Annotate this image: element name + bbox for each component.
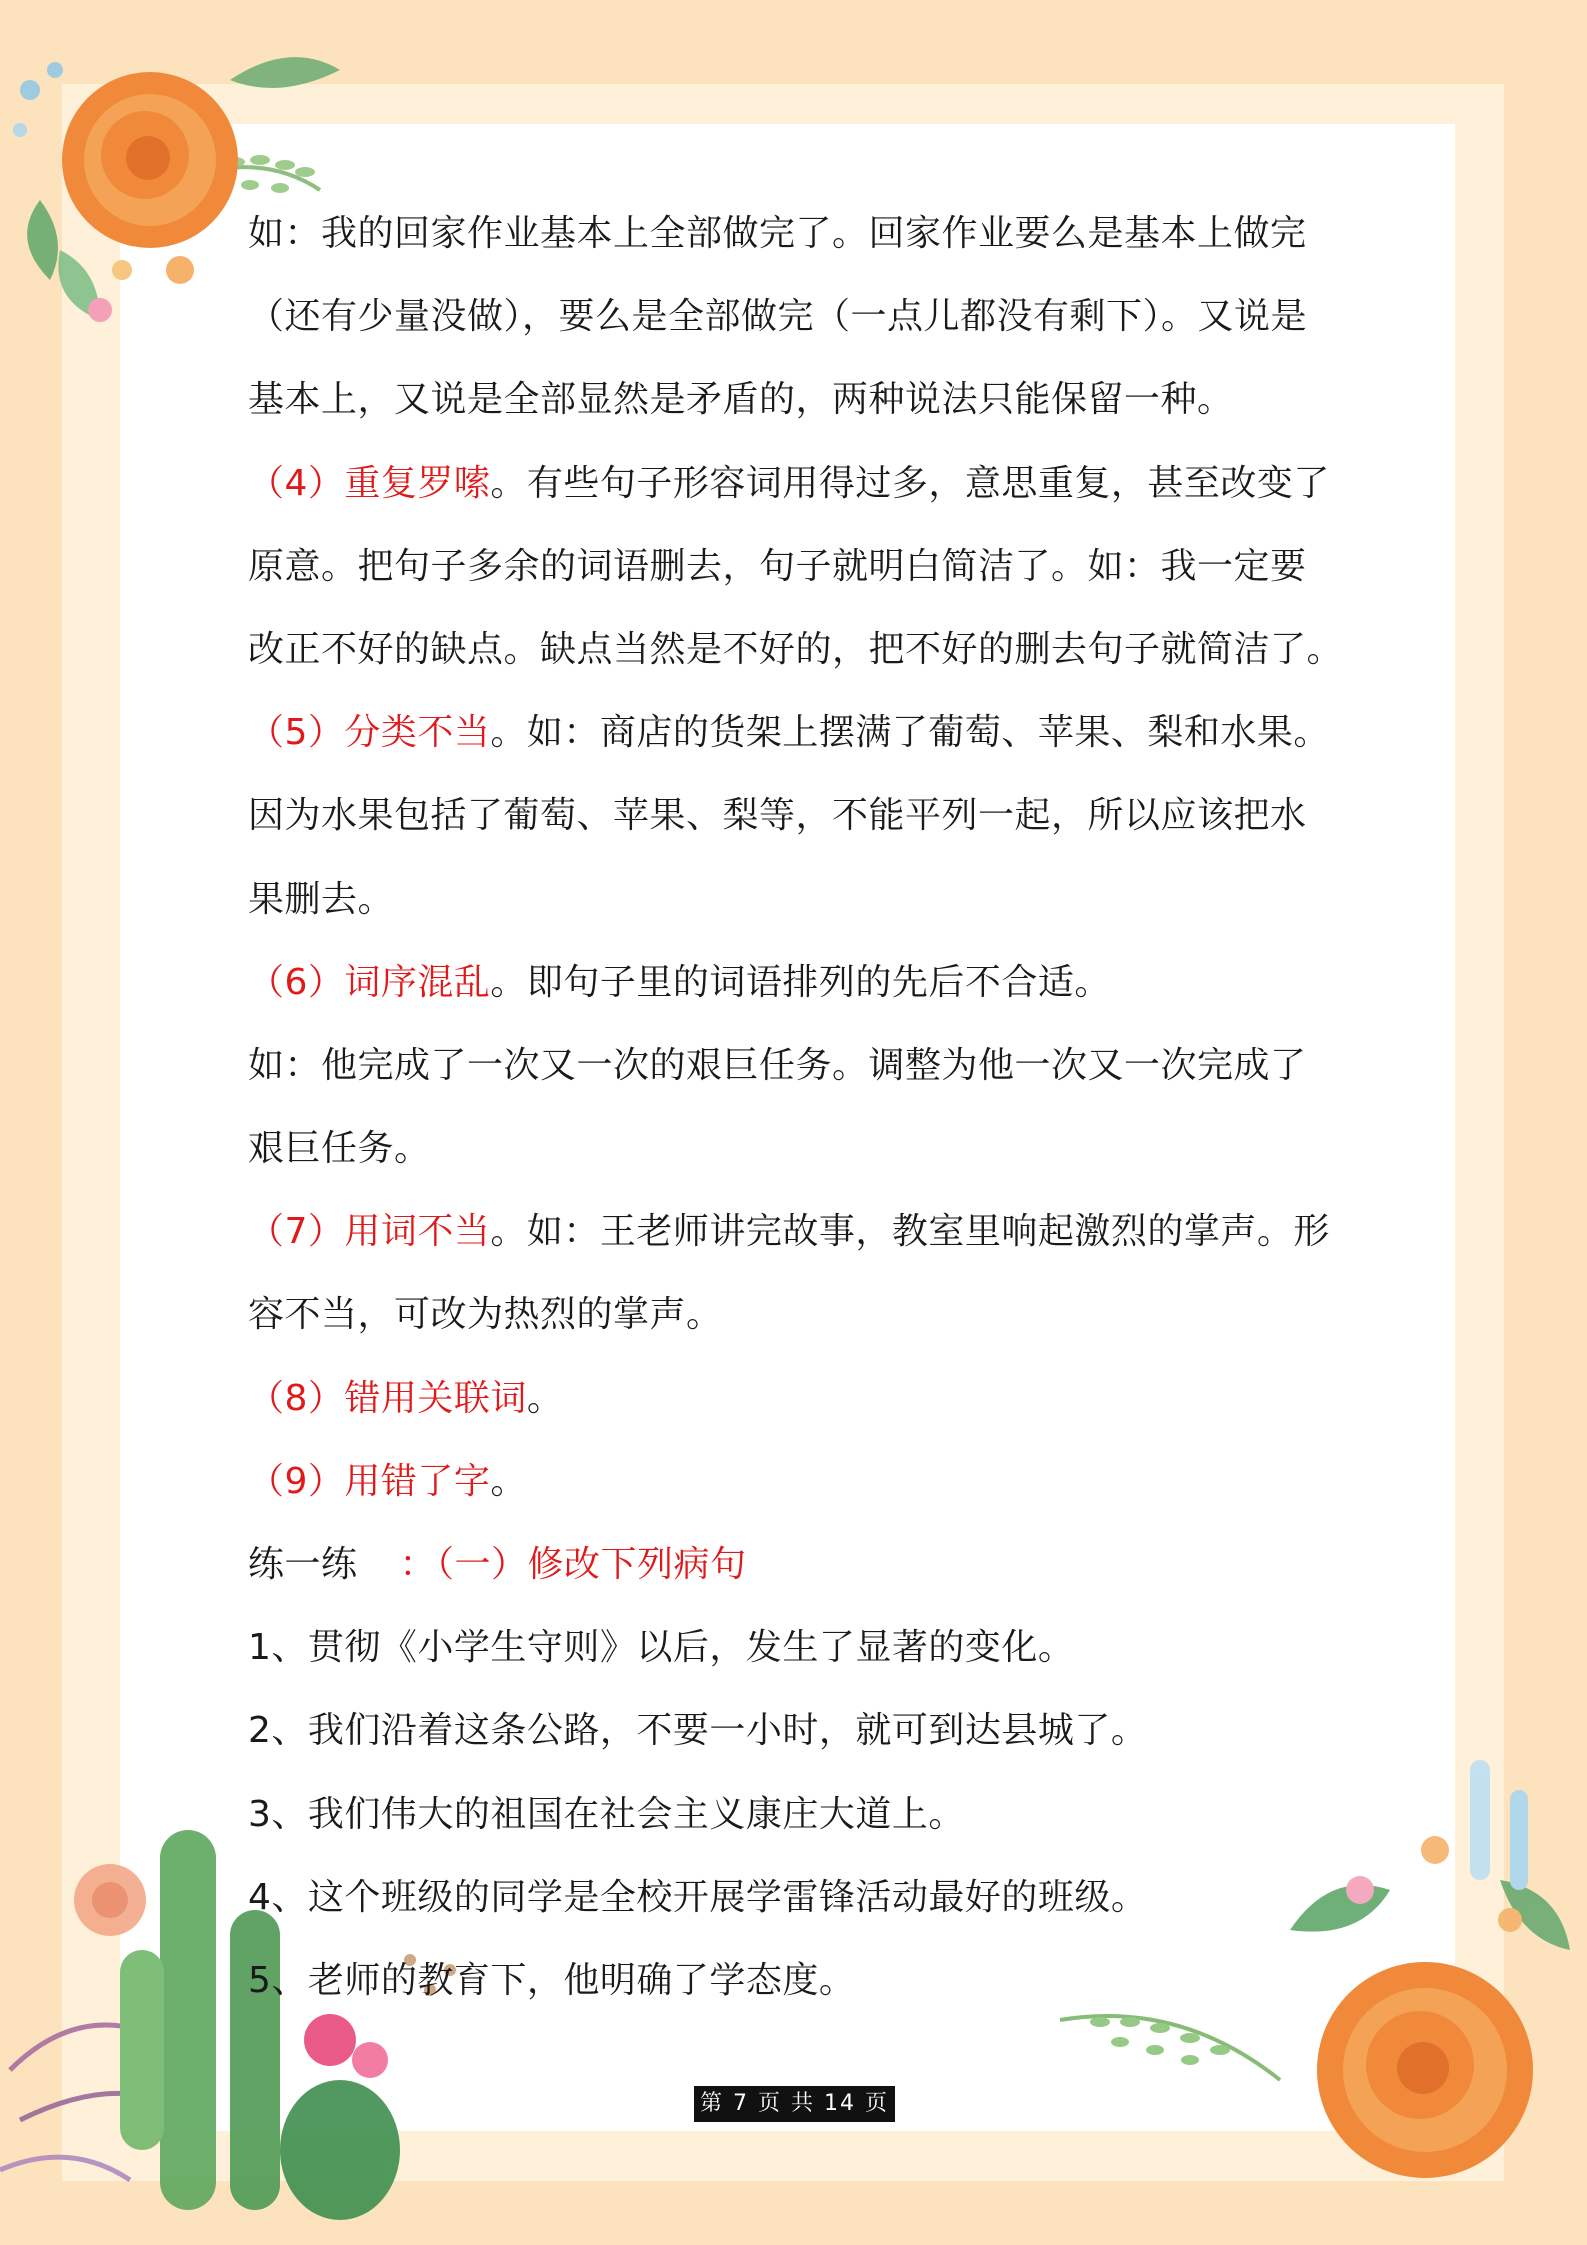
body-text: 容不当，可改为热烈的掌声。 <box>248 1294 723 1336</box>
text-line <box>248 1198 1348 1281</box>
highlight-text: （7）用词不当 <box>248 1211 491 1253</box>
document-body <box>248 200 1348 2030</box>
text-line <box>248 1697 1348 1780</box>
text-line <box>248 1781 1348 1864</box>
body-text: 因为水果包括了葡萄、苹果、梨等，不能平列一起，所以应该把水 <box>248 795 1307 837</box>
text-line <box>248 1531 1348 1614</box>
body-text: 。有些句子形容词用得过多，意思重复，甚至改变了 <box>490 462 1330 504</box>
body-text: 。如：王老师讲完故事，教室里响起激烈的掌声。形 <box>490 1211 1330 1253</box>
text-line <box>248 450 1348 533</box>
text-line <box>248 949 1348 1032</box>
body-text: 。即句子里的词语排列的先后不合适。 <box>490 961 1111 1003</box>
body-text: 2、我们沿着这条公路，不要一小时，就可到达县城了。 <box>248 1710 1148 1752</box>
body-text: 改正不好的缺点。缺点当然是不好的，把不好的删去句子就简洁了。 <box>248 628 1344 670</box>
body-text: 如：我的回家作业基本上全部做完了。回家作业要么是基本上做完 <box>248 213 1307 254</box>
text-line <box>248 1281 1348 1364</box>
body-text: 果删去。 <box>248 878 395 920</box>
body-text: 。 <box>526 1377 564 1419</box>
text-line <box>248 1614 1348 1697</box>
body-text: 艰巨任务。 <box>248 1128 431 1170</box>
body-text: 。如：商店的货架上摆满了葡萄、苹果、梨和水果。 <box>490 712 1330 754</box>
page-number: 第 7 页 共 14 页 <box>694 2086 895 2122</box>
body-text: 基本上，又说是全部显然是矛盾的，两种说法只能保留一种。 <box>248 379 1234 421</box>
text-line <box>248 616 1348 699</box>
text-line <box>248 866 1348 949</box>
text-line <box>248 1864 1348 1947</box>
body-text: 4、这个班级的同学是全校开展学雷锋活动最好的班级。 <box>248 1876 1148 1918</box>
text-line <box>248 782 1348 865</box>
text-line <box>248 283 1348 366</box>
body-text: 5、老师的教育下，他明确了学态度。 <box>248 1959 856 2001</box>
text-line <box>248 699 1348 782</box>
highlight-text: （9）用错了字 <box>248 1460 491 1502</box>
text-line <box>248 1365 1348 1448</box>
highlight-text: （4）重复罗嗦 <box>248 462 491 504</box>
text-line <box>248 1448 1348 1531</box>
text-line <box>248 1115 1348 1198</box>
highlight-text: ：（一）修改下列病句 <box>399 1544 747 1585</box>
body-text: 3、我们伟大的祖国在社会主义康庄大道上。 <box>248 1793 965 1835</box>
highlight-text: （8）错用关联词 <box>248 1377 527 1419</box>
text-line <box>248 533 1348 616</box>
body-text: 原意。把句子多余的词语删去，句子就明白简洁了。如：我一定要 <box>248 545 1307 587</box>
body-text: 。 <box>490 1460 527 1502</box>
highlight-text: （6）词序混乱 <box>248 961 491 1003</box>
text-line <box>248 1032 1348 1115</box>
body-text: 练一练 <box>248 1544 358 1585</box>
highlight-text: （5）分类不当 <box>248 712 491 754</box>
body-text: 如：他完成了一次又一次的艰巨任务。调整为他一次又一次完成了 <box>248 1044 1307 1086</box>
body-text: 1、贯彻《小学生守则》以后，发生了显著的变化。 <box>248 1627 1075 1669</box>
text-line <box>248 1947 1348 2030</box>
body-text: （还有少量没做），要么是全部做完（一点儿都没有剩下）。又说是 <box>248 296 1308 338</box>
text-line <box>248 366 1348 449</box>
text-line <box>248 200 1348 283</box>
